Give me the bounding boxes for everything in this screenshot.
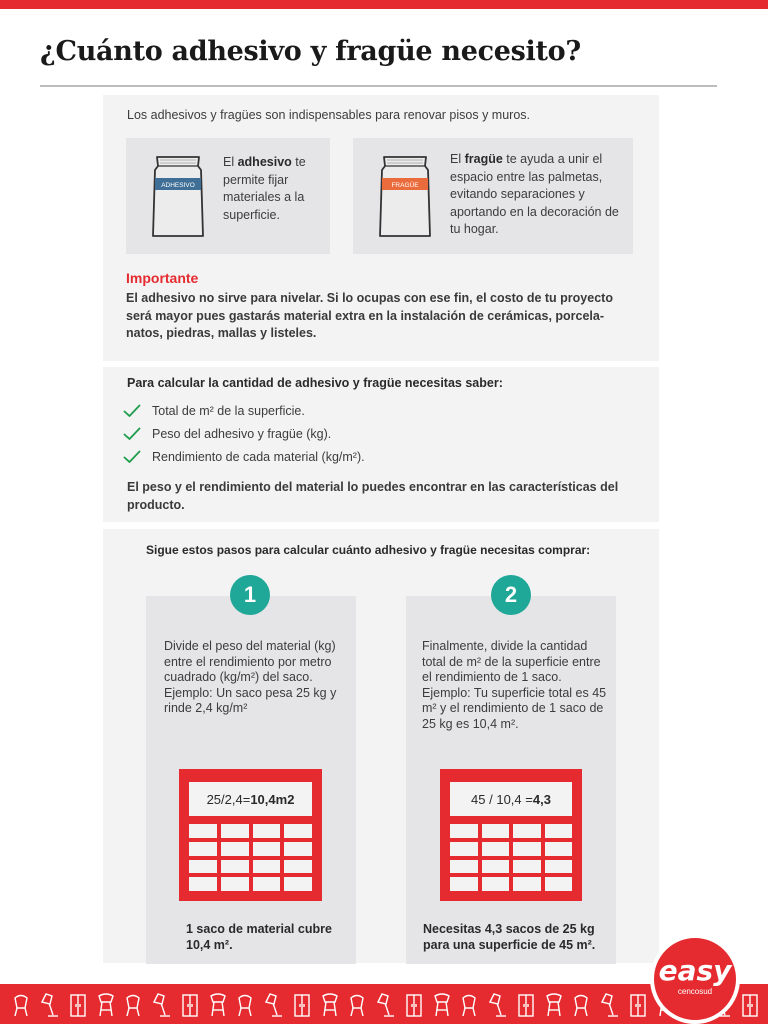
list-item-text: Total de m² de la superficie. [152, 403, 305, 418]
steps-panel [103, 529, 659, 963]
intro-text: Los adhesivos y fragües son indispensables para renovar pisos y muros. [127, 108, 530, 122]
adhesive-description: El adhesivo te permite fijar materiales a la superficie. [223, 155, 306, 222]
frague-bag-label: FRAGÜE [391, 182, 419, 189]
logo-wordmark: easy [658, 953, 732, 987]
intro-panel [103, 95, 659, 361]
adhesive-card [126, 138, 330, 254]
calculator-icon [440, 769, 582, 901]
check-icon [123, 450, 141, 464]
logo-subtitle: cencosud [677, 986, 713, 996]
step-1-text: Divide el peso del material (kg) entre el rendimiento por metro cuadrado (kg/m²) del saco. Ejemplo: Un saco pesa 25 kg y rinde 2,4 kg/m² [164, 639, 337, 715]
list-item [123, 399, 365, 422]
list-item-text: Peso del adhesivo y fragüe (kg). [152, 426, 332, 441]
adhesive-bag-icon [151, 154, 205, 240]
top-red-bar [0, 0, 768, 9]
steps-heading: Sigue estos pasos para calcular cuánto adhesivo y fragüe necesitas comprar: [146, 543, 591, 557]
important-heading: Importante [126, 270, 199, 286]
step-2-result: Necesitas 4,3 sacos de 25 kg para una superficie de 45 m². [423, 922, 596, 952]
easy-logo [650, 934, 740, 1024]
important-text: El adhesivo no sirve para nivelar. Si lo ocupas con ese fin, el costo de tu proyecto será mayor pues gastarás material extra en la instalación de cerámicas, porcela-natos, piedras, mallas y listeles. [126, 291, 613, 340]
calculator-icon [179, 769, 322, 901]
step-card-1 [146, 596, 356, 964]
step-1-result: 1 saco de material cubre 10,4 m². [186, 922, 332, 952]
step-2-text: Finalmente, divide la cantidad total de m² de la superficie entre el rendimiento de 1 saco. Ejemplo: Tu superficie total es 45 m² y el rendimiento de 1 saco de 25 kg es 10,4 m². [422, 639, 607, 731]
frague-card [353, 138, 633, 254]
calculator-screen: 45 / 10,4 = 4,3 [450, 782, 572, 816]
list-item [123, 445, 365, 468]
requirements-heading: Para calcular la cantidad de adhesivo y fragüe necesitas saber: [127, 376, 503, 390]
check-icon [123, 404, 141, 418]
frague-bag-icon [378, 154, 432, 240]
calculator-screen: 25/2,4= 10,4m2 [189, 782, 312, 816]
frague-description: El fragüe te ayuda a unir el espacio entre las palmetas, evitando separaciones y aportando en la decoración de tu hogar. [450, 152, 619, 236]
requirements-panel [103, 367, 659, 522]
step-card-2 [406, 596, 616, 964]
calculator-keys [450, 824, 572, 891]
adhesive-bag-label: ADHESIVO [161, 182, 195, 189]
requirements-list [123, 399, 365, 468]
step-number-2: 2 [491, 575, 531, 615]
calculator-keys [189, 824, 312, 891]
requirements-note: El peso y el rendimiento del material lo puedes encontrar en las características del producto. [127, 480, 619, 512]
list-item [123, 422, 365, 445]
step-number-1: 1 [230, 575, 270, 615]
check-icon [123, 427, 141, 441]
page-title: ¿Cuánto adhesivo y fragüe necesito? [40, 36, 581, 67]
list-item-text: Rendimiento de cada material (kg/m²). [152, 449, 365, 464]
title-divider [40, 85, 717, 87]
